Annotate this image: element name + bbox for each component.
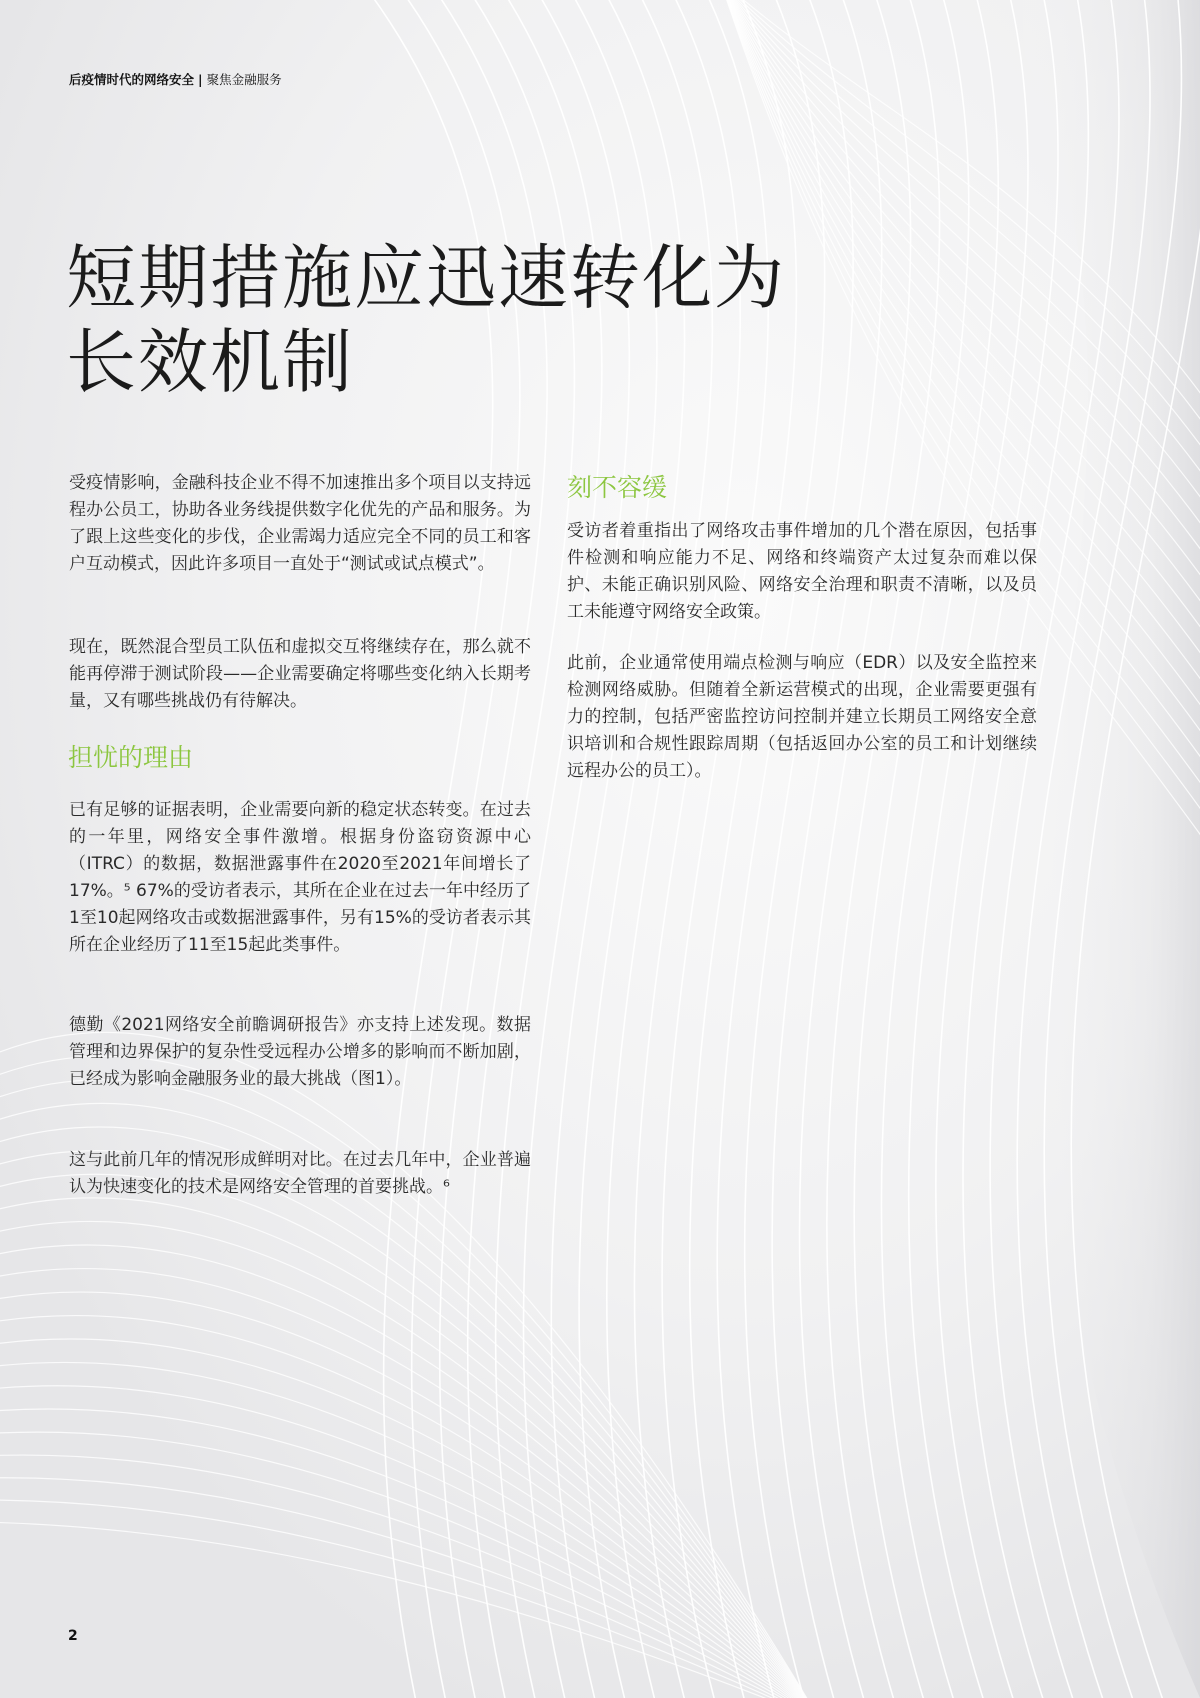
header-section-title: 聚焦金融服务 [206,72,282,87]
header-separator: | [198,72,203,87]
left-paragraph-1: 受疫情影响，金融科技企业不得不加速推出多个项目以支持远程办公员工，协助各业务线提供数字化优先的产品和服务。为了跟上这些变化的步伐，企业需竭力适应完全不同的员工和客户互动模式，因此许多项目一直处于“测试或试点模式”。 [69,473,531,574]
left-paragraph-3-block [69,797,531,959]
left-paragraph-1-block [69,470,531,578]
right-heading-block [567,470,1037,506]
left-paragraph-5-block [69,1147,531,1201]
page-title-line-1: 短期措施应迅速转化为 [66,237,786,319]
left-paragraph-4-block [69,1012,531,1093]
left-paragraph-5: 这与此前几年的情况形成鲜明对比。在过去几年中，企业普遍认为快速变化的技术是网络安全管理的首要挑战。⁶ [69,1150,531,1197]
left-paragraph-3: 已有足够的证据表明，企业需要向新的稳定状态转变。在过去的一年里，网络安全事件激增。根据身份盗窃资源中心（ITRC）的数据，数据泄露事件在2020至2021年间增长了17%。⁵ 67%的受访者表示，其所在企业在过去一年中经历了1至10起网络攻击或数据泄露事件，另有15%的受访者表示其所在企业经历了11至15起此类事件。 [69,800,531,955]
section-heading-urgent: 刻不容缓 [567,473,668,502]
right-paragraph-1-block [567,518,1037,626]
right-paragraph-1: 受访者着重指出了网络攻击事件增加的几个潜在原因，包括事件检测和响应能力不足、网络和终端资产太过复杂而难以保护、未能正确识别风险、网络安全治理和职责不清晰，以及员工未能遵守网络安全政策。 [567,521,1037,622]
section-heading-reasons: 担忧的理由 [68,743,194,772]
left-paragraph-4: 德勤《2021网络安全前瞻调研报告》亦支持上述发现。数据管理和边界保护的复杂性受远程办公增多的影响而不断加剧，已经成为影响金融服务业的最大挑战（图1）。 [69,1015,531,1089]
right-paragraph-2-block [567,650,1037,785]
page-number: 2 [68,1628,78,1644]
running-header [69,70,282,88]
left-paragraph-2-block [69,634,531,715]
page-title-line-2: 长效机制 [66,321,354,403]
page-title [66,236,846,404]
left-heading-block [68,740,530,776]
left-paragraph-2: 现在，既然混合型员工队伍和虚拟交互将继续存在，那么就不能再停滞于测试阶段——企业需要确定将哪些变化纳入长期考量，又有哪些挑战仍有待解决。 [69,637,531,711]
right-paragraph-2: 此前，企业通常使用端点检测与响应（EDR）以及安全监控来检测网络威胁。但随着全新运营模式的出现，企业需要更强有力的控制，包括严密监控访问控制并建立长期员工网络安全意识培训和合规性跟踪周期（包括返回办公室的员工和计划继续远程办公的员工）。 [567,653,1037,781]
header-report-title: 后疫情时代的网络安全 [69,72,195,87]
